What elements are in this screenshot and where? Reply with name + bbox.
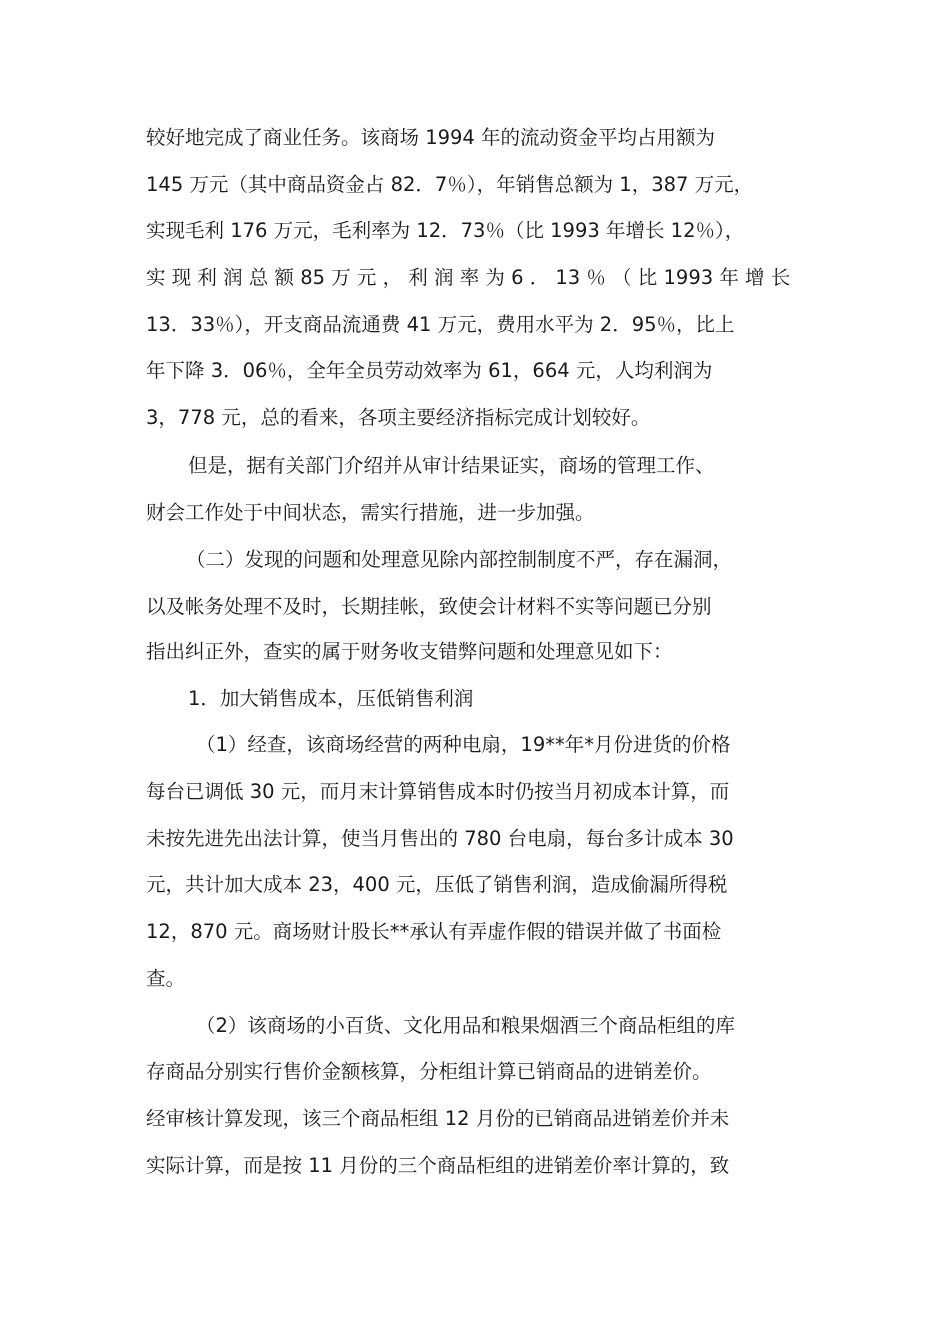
text-line: 元，共计加大成本 23，400 元，压低了销售利润，造成偷漏所得税 (146, 873, 728, 896)
text-line: 存商品分别实行售价金额核算，分柜组计算已销商品的进销差价。 (146, 1060, 712, 1083)
text-line: 实 现 利 润 总 额 85 万 元 ， 利 润 率 为 6 ． 13 ％ （ 比 1993 年 增 长 (146, 266, 791, 289)
text-line: （二）发现的问题和处理意见除内部控制制度不严，存在漏洞， (186, 548, 733, 571)
text-line: 财会工作处于中间状态，需实行措施，进一步加强。 (146, 501, 595, 524)
section-heading: 1．加大销售成本，压低销售利润 (188, 687, 474, 710)
text-line: （1）经查，该商场经营的两种电扇，19**年*月份进货的价格 (196, 733, 731, 756)
text-line: 实际计算，而是按 11 月份的三个商品柜组的进销差价率计算的，致 (146, 1154, 730, 1177)
text-line: 以及帐务处理不及时，长期挂帐，致使会计材料不实等问题已分别 (146, 595, 712, 618)
text-line: 年下降 3．06％，全年全员劳动效率为 61，664 元，人均利润为 (146, 359, 713, 382)
text-line: （2）该商场的小百货、文化用品和粮果烟酒三个商品柜组的库 (196, 1014, 735, 1037)
text-line: 指出纠正外，查实的属于财务收支错弊问题和处理意见如下： (146, 640, 673, 663)
text-line: 但是，据有关部门介绍并从审计结果证实，商场的管理工作、 (188, 454, 715, 477)
text-line: 实现毛利 176 万元，毛利率为 12．73％（比 1993 年增长 12％）， (146, 219, 745, 242)
text-line: 145 万元（其中商品资金占 82．7％），年销售总额为 1，387 万元， (146, 173, 754, 196)
text-line: 13．33％），开支商品流通费 41 万元，费用水平为 2．95％，比上 (146, 313, 735, 336)
text-line: 3，778 元，总的看来，各项主要经济指标完成计划较好。 (146, 406, 651, 429)
text-line: 未按先进先出法计算，使当月售出的 780 台电扇，每台多计成本 30 (146, 827, 734, 850)
text-line: 较好地完成了商业任务。该商场 1994 年的流动资金平均占用额为 (146, 126, 716, 149)
text-line: 每台已调低 30 元，而月末计算销售成本时仍按当月初成本计算，而 (146, 780, 730, 803)
text-line: 经审核计算发现，该三个商品柜组 12 月份的已销商品进销差价并未 (146, 1107, 730, 1130)
text-line: 查。 (146, 967, 186, 990)
text-line: 12，870 元。商场财计股长**承认有弄虚作假的错误并做了书面检 (146, 920, 722, 943)
